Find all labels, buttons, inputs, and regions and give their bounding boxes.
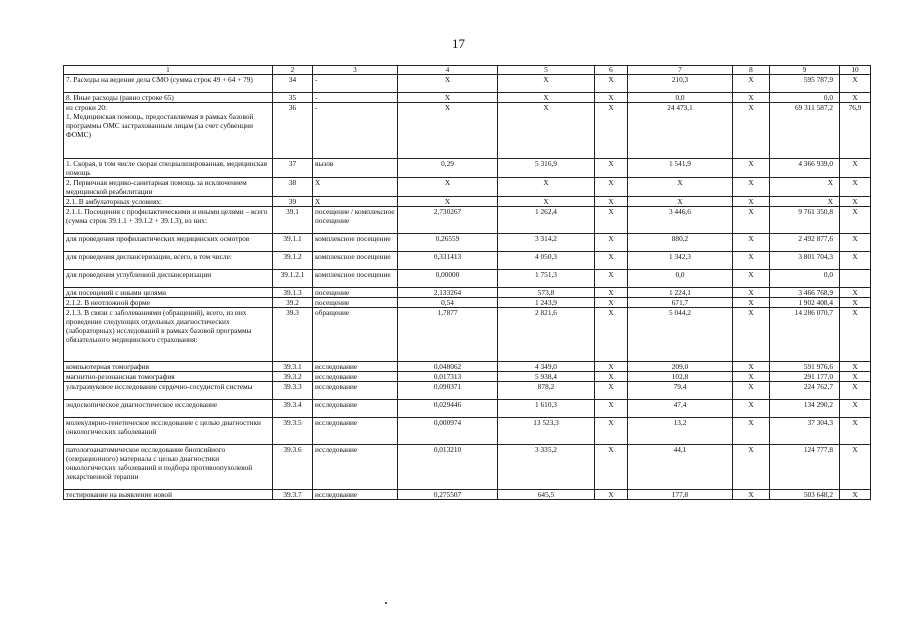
table-cell: X — [313, 197, 398, 207]
table-cell: 69 311 587,2 — [770, 103, 840, 159]
table-cell: 14 286 070,7 — [770, 308, 840, 362]
table-row — [64, 252, 871, 270]
row-label-cell: 2.1. В амбулаторных условиях: — [64, 197, 273, 207]
table-cell: 2,133264 — [398, 288, 498, 298]
row-label-cell: для проведения углубленной диспансеризации — [64, 270, 273, 288]
table-cell: X — [595, 234, 628, 252]
column-header: 7 — [628, 66, 733, 75]
table-cell: 39.1 — [273, 207, 313, 234]
table-cell: 39.2 — [273, 298, 313, 308]
table-cell: 2 821,6 — [498, 308, 595, 362]
table-cell: 0,090371 — [398, 382, 498, 400]
table-cell: X — [595, 252, 628, 270]
table-cell: X — [398, 103, 498, 159]
table-cell: 39.1.1 — [273, 234, 313, 252]
table-cell: 209,0 — [628, 362, 733, 372]
table-cell: 0,00000 — [398, 270, 498, 288]
table-cell: 0,0 — [770, 270, 840, 288]
table-cell: исследование — [313, 490, 398, 500]
table-cell: 224 762,7 — [770, 382, 840, 400]
table-cell: 1 243,9 — [498, 298, 595, 308]
table-row — [64, 270, 871, 288]
table-cell: X — [840, 93, 871, 103]
row-label-cell: для проведения профилактических медицинских осмотров — [64, 234, 273, 252]
table-row — [64, 159, 871, 178]
table-cell: 39.1.2.1 — [273, 270, 313, 288]
row-label-cell: для посещений с иными целями — [64, 288, 273, 298]
table-cell: исследование — [313, 372, 398, 382]
table-cell: X — [398, 197, 498, 207]
table-cell: 5 938,4 — [498, 372, 595, 382]
table-cell: X — [628, 178, 733, 197]
table-row — [64, 234, 871, 252]
table-cell: X — [733, 400, 770, 418]
table-cell: 2,730267 — [398, 207, 498, 234]
table-cell: X — [733, 234, 770, 252]
column-header: 4 — [398, 66, 498, 75]
table-row — [64, 103, 871, 159]
table-cell: X — [498, 93, 595, 103]
table-cell: X — [595, 207, 628, 234]
column-header: 1 — [64, 66, 273, 75]
table-cell: 4 349,0 — [498, 362, 595, 372]
table-row — [64, 178, 871, 197]
table-cell: 24 473,1 — [628, 103, 733, 159]
table-cell: 79,4 — [628, 382, 733, 400]
table-cell: X — [733, 362, 770, 372]
table-cell: X — [840, 400, 871, 418]
row-label-cell: магнитно-резонансная томография — [64, 372, 273, 382]
table-cell: X — [595, 372, 628, 382]
table-row — [64, 445, 871, 490]
table-cell: X — [398, 178, 498, 197]
table-cell: X — [398, 93, 498, 103]
page-number: 17 — [452, 36, 465, 51]
table-cell: 1 902 408,4 — [770, 298, 840, 308]
table-row — [64, 197, 871, 207]
table-cell: 134 290,2 — [770, 400, 840, 418]
row-label-cell: патологоанатомическое исследование биопсийного (операционного) материала с целью диагностики онкологических заболеваний и подбора противоопухолевой лекарственной терапии — [64, 445, 273, 490]
table-cell: X — [733, 207, 770, 234]
table-cell: 0,29 — [398, 159, 498, 178]
table-cell: X — [595, 308, 628, 362]
table-cell: комплексное посещение — [313, 270, 398, 288]
table-cell: X — [733, 93, 770, 103]
table-cell: 1 610,3 — [498, 400, 595, 418]
table-cell: X — [595, 418, 628, 445]
table-cell: X — [733, 159, 770, 178]
table-cell: 76,9 — [840, 103, 871, 159]
table-cell: X — [840, 197, 871, 207]
table-cell: 3 335,2 — [498, 445, 595, 490]
table-cell: X — [840, 288, 871, 298]
table-cell: X — [733, 288, 770, 298]
table-cell: исследование — [313, 362, 398, 372]
row-label-cell: компьютерная томография — [64, 362, 273, 372]
table-cell: 39.3.2 — [273, 372, 313, 382]
table-cell: X — [595, 159, 628, 178]
table-cell: 38 — [273, 178, 313, 197]
table-cell: X — [733, 372, 770, 382]
table-cell: X — [733, 270, 770, 288]
table-cell: 573,8 — [498, 288, 595, 298]
table-cell: посещение — [313, 298, 398, 308]
column-header: 9 — [770, 66, 840, 75]
table-cell: 0,275507 — [398, 490, 498, 500]
table-cell: 0,013210 — [398, 445, 498, 490]
table-cell: X — [840, 159, 871, 178]
table-cell: X — [733, 103, 770, 159]
table-cell: 4 050,3 — [498, 252, 595, 270]
table-row — [64, 490, 871, 500]
table-cell: 3 314,2 — [498, 234, 595, 252]
row-label-cell: ультразвуковое исследование сердечно-сосудистой системы — [64, 382, 273, 400]
row-label-cell: 2. Первичная медико-санитарная помощь за исключением медицинской реабилитации — [64, 178, 273, 197]
row-label-cell: эндоскопическое диагностическое исследование — [64, 400, 273, 418]
table-cell: X — [840, 490, 871, 500]
table-cell: 1 342,3 — [628, 252, 733, 270]
table-cell: 880,2 — [628, 234, 733, 252]
table-cell: X — [733, 298, 770, 308]
table-cell: исследование — [313, 382, 398, 400]
table-cell: 0,54 — [398, 298, 498, 308]
financing-table — [63, 65, 871, 500]
row-label-cell: 2.1.2. В неотложной форме — [64, 298, 273, 308]
table-cell: X — [595, 445, 628, 490]
table-cell: X — [733, 382, 770, 400]
table-row — [64, 207, 871, 234]
table-cell: X — [733, 490, 770, 500]
table-cell: X — [313, 178, 398, 197]
column-header: 6 — [595, 66, 628, 75]
table-cell: 210,3 — [628, 75, 733, 93]
table-cell: X — [733, 75, 770, 93]
table-row — [64, 362, 871, 372]
table-cell: 39 — [273, 197, 313, 207]
table-cell: X — [840, 298, 871, 308]
table-cell: 645,5 — [498, 490, 595, 500]
table-cell: X — [595, 400, 628, 418]
table-cell: X — [733, 197, 770, 207]
table-cell: X — [840, 362, 871, 372]
table-cell: 291 177,0 — [770, 372, 840, 382]
table-cell: X — [595, 178, 628, 197]
table-cell: 1 541,9 — [628, 159, 733, 178]
table-row — [64, 75, 871, 93]
table-cell: 591 976,6 — [770, 362, 840, 372]
table-cell: 3 446,6 — [628, 207, 733, 234]
table-cell: X — [595, 382, 628, 400]
table-cell: 0,0 — [770, 93, 840, 103]
table-cell: X — [595, 288, 628, 298]
table-cell: 39.1.3 — [273, 288, 313, 298]
table-cell: 595 787,9 — [770, 75, 840, 93]
table-cell: обращение — [313, 308, 398, 362]
table-cell: 0,0 — [628, 93, 733, 103]
table-cell: 9 761 350,8 — [770, 207, 840, 234]
table-cell: 2 492 877,6 — [770, 234, 840, 252]
table-cell: 0,048062 — [398, 362, 498, 372]
table-cell: X — [595, 103, 628, 159]
table-cell: X — [595, 362, 628, 372]
table-cell: X — [733, 445, 770, 490]
table-cell: 177,8 — [628, 490, 733, 500]
table-cell: 37 304,3 — [770, 418, 840, 445]
table-cell: 1 262,4 — [498, 207, 595, 234]
table-cell: 0,26559 — [398, 234, 498, 252]
table-cell: 0,331413 — [398, 252, 498, 270]
table-cell: X — [498, 178, 595, 197]
table-cell: X — [840, 207, 871, 234]
table-cell: 47,4 — [628, 400, 733, 418]
table-cell: 102,8 — [628, 372, 733, 382]
scan-dot — [385, 602, 387, 604]
table-cell: исследование — [313, 445, 398, 490]
table-cell: 4 366 939,0 — [770, 159, 840, 178]
table-cell: X — [595, 93, 628, 103]
table-cell: исследование — [313, 400, 398, 418]
row-label-cell: тестирование на выявление новой — [64, 490, 273, 500]
table-cell: 878,2 — [498, 382, 595, 400]
table-cell: 39.3.6 — [273, 445, 313, 490]
table-cell: 39.3 — [273, 308, 313, 362]
table-cell: комплексное посещение — [313, 234, 398, 252]
table-row — [64, 93, 871, 103]
table-cell: посещение / комплексное посещение — [313, 207, 398, 234]
table-cell: 37 — [273, 159, 313, 178]
row-label-cell: 2.1.1. Посещения с профилактическими и иными целями – всего (сумма строк 39.1.1 + 39.1.2 + 39.1.3), из них: — [64, 207, 273, 234]
table-cell: X — [770, 178, 840, 197]
table-cell: 44,1 — [628, 445, 733, 490]
table-cell: X — [733, 418, 770, 445]
table-cell: - — [313, 75, 398, 93]
table-cell: 0,0 — [628, 270, 733, 288]
table-cell: X — [595, 298, 628, 308]
table-row — [64, 298, 871, 308]
table-cell: X — [840, 234, 871, 252]
column-header: 2 — [273, 66, 313, 75]
table-cell: 5 044,2 — [628, 308, 733, 362]
column-header: 8 — [733, 66, 770, 75]
table-cell: 3 801 704,3 — [770, 252, 840, 270]
table-cell: 39.3.3 — [273, 382, 313, 400]
table-cell: 35 — [273, 93, 313, 103]
table-header-row — [64, 66, 871, 75]
table-cell: X — [840, 382, 871, 400]
table-cell: X — [498, 103, 595, 159]
table-cell: X — [840, 75, 871, 93]
table-cell: X — [595, 197, 628, 207]
table-cell: 671,7 — [628, 298, 733, 308]
table-cell: исследование — [313, 418, 398, 445]
table-cell: 39.3.5 — [273, 418, 313, 445]
row-label-cell: молекулярно-генетическое исследование с целью диагностики онкологических заболеваний — [64, 418, 273, 445]
table-cell: X — [628, 197, 733, 207]
table-cell: X — [595, 490, 628, 500]
table-cell: X — [595, 75, 628, 93]
table-cell: X — [770, 197, 840, 207]
table-cell: 39.3.1 — [273, 362, 313, 372]
row-label-cell: для проведения диспансеризации, всего, в том числе: — [64, 252, 273, 270]
row-label-cell: 1. Скорая, в том числе скорая специализированная, медицинская помощь — [64, 159, 273, 178]
table-cell: 124 777,8 — [770, 445, 840, 490]
table-cell: посещение — [313, 288, 398, 298]
table-cell: X — [733, 252, 770, 270]
table-cell: X — [733, 178, 770, 197]
table-row — [64, 308, 871, 362]
table-cell: 3 466 768,9 — [770, 288, 840, 298]
row-label-cell: 2.1.3. В связи с заболеваниями (обращений), всего, из них проведение следующих отдельных диагностических (лабораторных) исследований в рамках базовой программы обязательного медицинского страхования: — [64, 308, 273, 362]
table-cell: X — [840, 445, 871, 490]
table-cell: X — [733, 308, 770, 362]
table-cell: 1,7877 — [398, 308, 498, 362]
table-cell: комплексное посещение — [313, 252, 398, 270]
table-cell: X — [498, 75, 595, 93]
table-cell: 0,029446 — [398, 400, 498, 418]
table-cell: - — [313, 103, 398, 159]
table-cell — [840, 270, 871, 288]
table-row — [64, 418, 871, 445]
table-cell: 0,000974 — [398, 418, 498, 445]
row-label-cell: из строки 20: 1. Медицинская помощь, предоставляемая в рамках базовой программы ОМС застрахованным лицам (за счет субвенции ФОМС) — [64, 103, 273, 159]
table-row — [64, 382, 871, 400]
table-cell: 13,2 — [628, 418, 733, 445]
table-row — [64, 288, 871, 298]
table-cell: 39.3.4 — [273, 400, 313, 418]
column-header: 5 — [498, 66, 595, 75]
table-cell: 5 316,9 — [498, 159, 595, 178]
row-label-cell: 8. Иные расходы (равно строке 65) — [64, 93, 273, 103]
table-cell: X — [840, 418, 871, 445]
row-label-cell: 7. Расходы на ведение дела СМО (сумма строк 49 + 64 + 79) — [64, 75, 273, 93]
table-cell: 36 — [273, 103, 313, 159]
table-cell: 503 648,2 — [770, 490, 840, 500]
table-cell: вызов — [313, 159, 398, 178]
column-header: 3 — [313, 66, 398, 75]
table-cell: X — [595, 270, 628, 288]
table-cell: 34 — [273, 75, 313, 93]
table-cell: 0,017313 — [398, 372, 498, 382]
table-cell: X — [398, 75, 498, 93]
table-cell: X — [840, 372, 871, 382]
table-cell: 1 751,3 — [498, 270, 595, 288]
table-cell: 1 224,1 — [628, 288, 733, 298]
table-cell: X — [840, 252, 871, 270]
table-cell: 39.3.7 — [273, 490, 313, 500]
table-cell: X — [840, 308, 871, 362]
table-cell: 13 523,3 — [498, 418, 595, 445]
table-cell: X — [498, 197, 595, 207]
table-cell: - — [313, 93, 398, 103]
table-row — [64, 400, 871, 418]
column-header: 10 — [840, 66, 871, 75]
table-cell: 39.1.2 — [273, 252, 313, 270]
table-cell: X — [840, 178, 871, 197]
table-row — [64, 372, 871, 382]
